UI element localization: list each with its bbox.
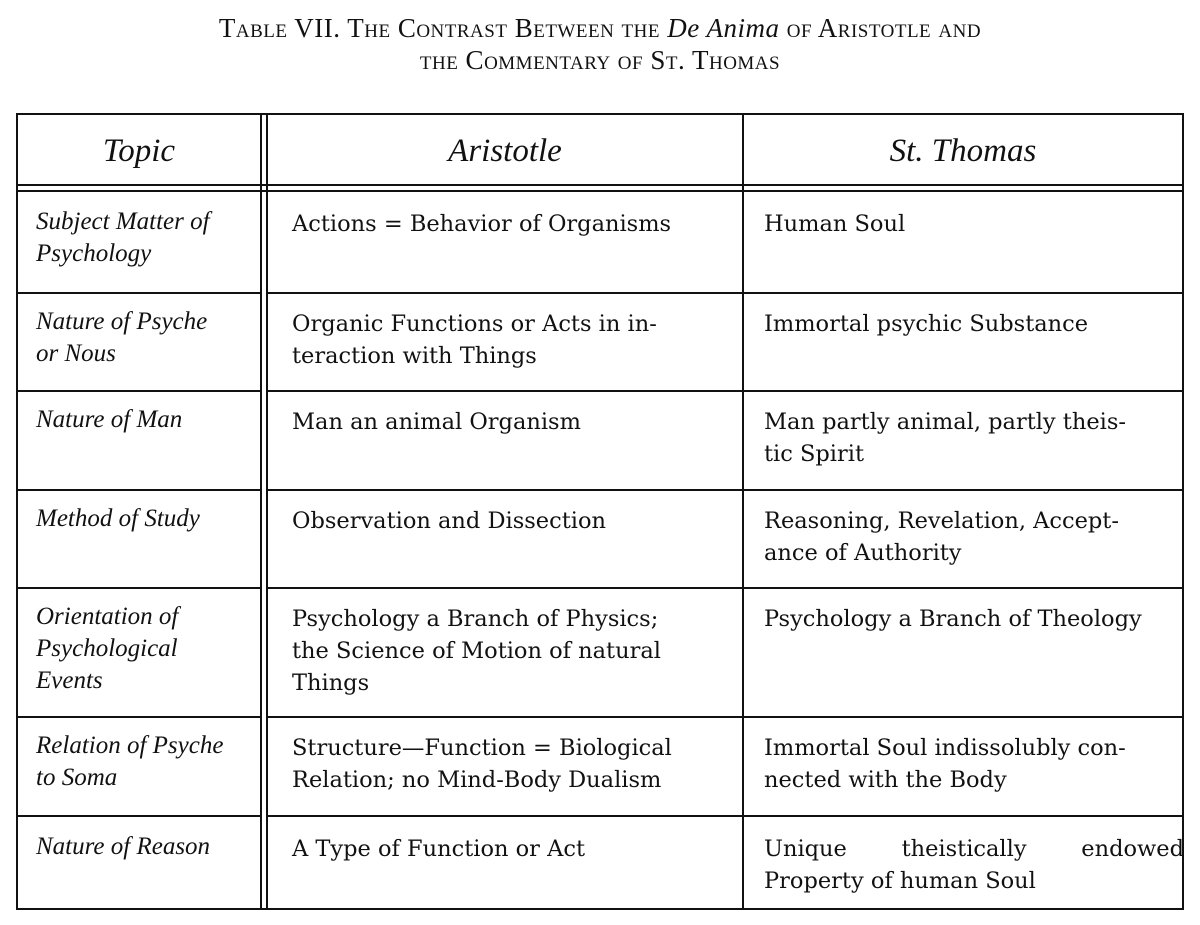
cell-line: Psychological: [36, 635, 178, 662]
row-divider: [744, 716, 1182, 718]
cell-line: Relation of Psyche: [36, 732, 224, 759]
row-divider: [744, 587, 1182, 589]
column-divider-double-right: [266, 115, 268, 908]
cell-line: Organic Functions or Acts in in-: [292, 311, 657, 337]
row-divider: [18, 716, 260, 718]
topic-cell: [18, 404, 248, 436]
row-divider: [268, 489, 742, 491]
row-divider: [744, 390, 1182, 392]
topic-cell: [18, 601, 248, 697]
aristotle-cell: [292, 505, 738, 537]
aristotle-cell: [292, 833, 738, 865]
cell-line: ance of Authority: [764, 540, 962, 566]
cell-line: Immortal Soul indissolubly con-: [764, 735, 1126, 761]
cell-line: Man an animal Organism: [292, 409, 581, 435]
row-divider: [18, 815, 260, 817]
caption-italic-title: De Anima: [667, 13, 780, 43]
row-divider: [268, 292, 742, 294]
caption-prefix: Table VII. The Contrast Between the: [218, 13, 660, 43]
st-thomas-cell: [764, 603, 1184, 635]
header-aristotle: Aristotle: [448, 133, 562, 169]
row-divider: [18, 587, 260, 589]
cell-line: Actions = Behavior of Organisms: [292, 211, 672, 237]
cell-line: Psychology a Branch of Physics;: [292, 606, 659, 632]
cell-line: Unique theistically endowed: [764, 836, 1184, 862]
st-thomas-cell: [764, 833, 1184, 897]
aristotle-cell: [292, 603, 738, 699]
table-caption: [0, 12, 1200, 76]
aristotle-cell: [292, 208, 738, 240]
header-st-thomas: St. Thomas: [889, 133, 1037, 169]
aristotle-cell: [292, 406, 738, 438]
caption-suffix: of Aristotle and: [786, 13, 982, 43]
row-divider: [744, 292, 1182, 294]
cell-line: Man partly animal, partly theis-: [764, 409, 1126, 435]
cell-line: Psychology: [36, 240, 152, 267]
aristotle-cell: [292, 732, 738, 796]
row-divider: [268, 587, 742, 589]
st-thomas-cell: [764, 308, 1184, 340]
caption-line-1: [0, 12, 1200, 44]
row-divider: [18, 292, 260, 294]
cell-line: the Science of Motion of natural: [292, 638, 661, 664]
row-divider: [18, 390, 260, 392]
aristotle-cell: [292, 308, 738, 372]
cell-line: to Soma: [36, 764, 118, 791]
topic-cell: [18, 503, 248, 535]
topic-cell: [18, 206, 248, 270]
cell-line: Reasoning, Revelation, Accept-: [764, 508, 1119, 534]
header-topic: Topic: [102, 133, 176, 169]
topic-cell: [18, 831, 248, 863]
cell-line: Psychology a Branch of Theology: [764, 606, 1142, 632]
cell-line: Property of human Soul: [764, 868, 1036, 894]
st-thomas-cell: [764, 505, 1184, 569]
cell-line: Relation; no Mind-Body Dualism: [292, 767, 662, 793]
header-rule-top: [18, 184, 1182, 186]
cell-line: Immortal psychic Substance: [764, 311, 1089, 337]
header-rule-bottom: [18, 190, 1182, 192]
cell-line: Things: [292, 670, 370, 696]
row-divider: [268, 716, 742, 718]
contrast-table: [16, 113, 1184, 910]
cell-line: tic Spirit: [764, 441, 864, 467]
row-divider: [268, 390, 742, 392]
cell-line: A Type of Function or Act: [292, 836, 585, 862]
cell-line: Method of Study: [36, 505, 200, 532]
column-divider: [742, 115, 744, 908]
cell-line: Subject Matter of: [36, 208, 210, 235]
st-thomas-cell: [764, 406, 1184, 470]
st-thomas-cell: [764, 732, 1184, 796]
cell-line: Nature of Reason: [36, 833, 211, 860]
cell-line: Events: [36, 667, 103, 694]
column-divider-double-left: [260, 115, 262, 908]
cell-line: Nature of Man: [36, 406, 183, 433]
caption-line-2: the Commentary of St. Thomas: [419, 45, 781, 75]
row-divider: [744, 815, 1182, 817]
cell-line: nected with the Body: [764, 767, 1007, 793]
topic-cell: [18, 306, 248, 370]
cell-line: Structure—Function = Biological: [292, 735, 672, 761]
row-divider: [18, 489, 260, 491]
cell-line: Human Soul: [764, 211, 906, 237]
row-divider: [744, 489, 1182, 491]
cell-line: Observation and Dissection: [292, 508, 607, 534]
cell-line: Nature of Psyche: [36, 308, 208, 335]
row-divider: [268, 815, 742, 817]
topic-cell: [18, 730, 248, 794]
cell-line: teraction with Things: [292, 343, 537, 369]
st-thomas-cell: [764, 208, 1184, 240]
cell-line: or Nous: [36, 340, 116, 367]
cell-line: Orientation of: [36, 603, 179, 630]
